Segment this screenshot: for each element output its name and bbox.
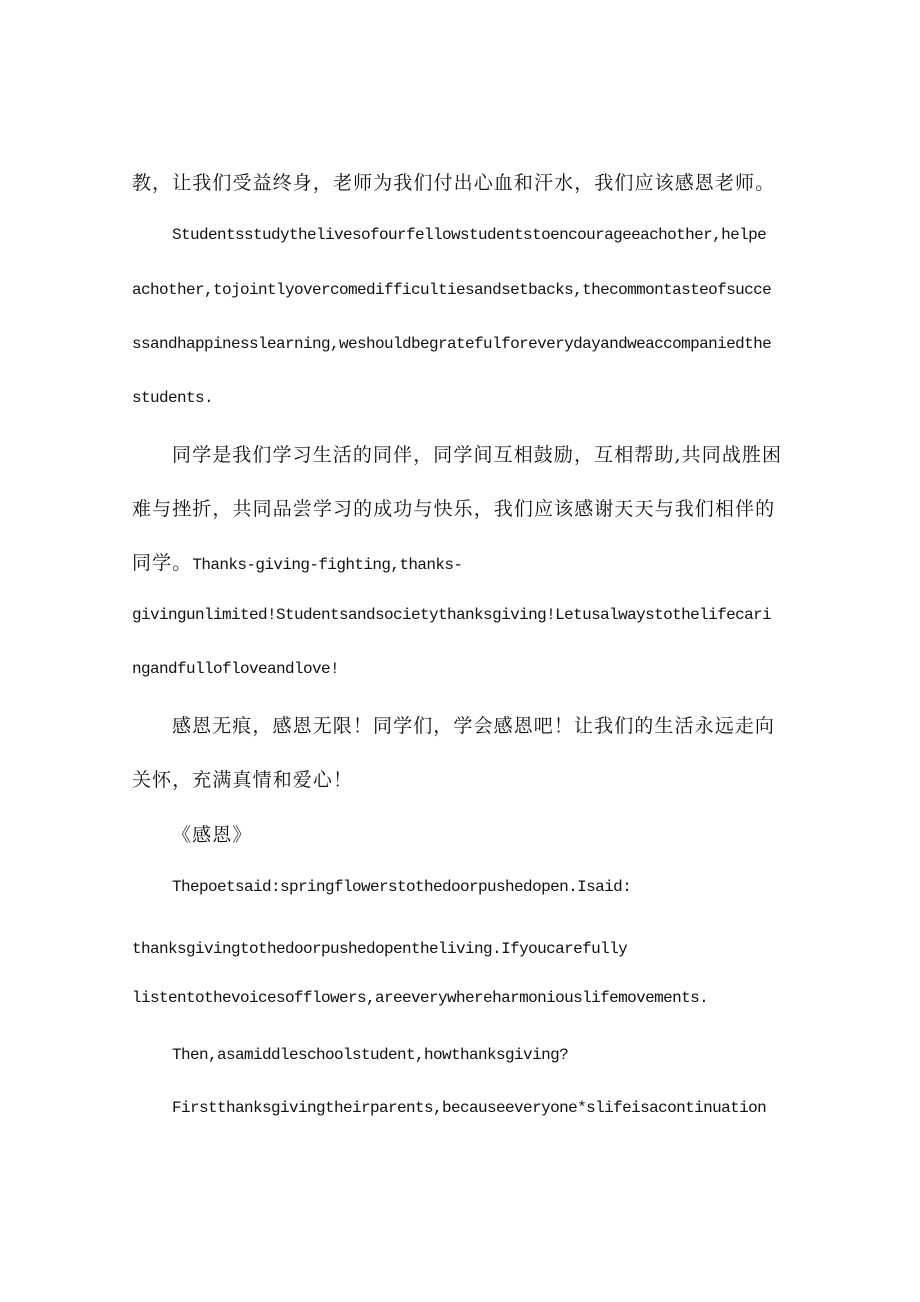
paragraph-line: 教，让我们受益终身，老师为我们付出心血和汗水，我们应该感恩老师。	[132, 172, 776, 194]
paragraph-line	[132, 548, 462, 575]
paragraph-line: listentothevoicesofflowers,areeverywhereharmoniouslifemovements.	[132, 989, 709, 1007]
paragraph-line: ngandfullofloveandlove!	[132, 660, 340, 678]
paragraph-line: 关怀，充满真情和爱心！	[132, 769, 354, 791]
paragraph-line: Thepoetsaid:springflowerstothedoorpushedopen.Isaid:	[172, 878, 632, 896]
paragraph-line: givingunlimited!Studentsandsocietythanksgiving!Letusalwaystothelifecari	[132, 606, 772, 624]
paragraph-line: achother,tojointlyovercomedifficultiesandsetbacks,thecommontasteofsucce	[132, 281, 772, 299]
paragraph-line: Then,asamiddleschoolstudent,howthanksgiving?	[172, 1046, 569, 1064]
line-segment: 同学。	[132, 552, 193, 574]
paragraph-line: Firstthanksgivingtheirparents,becauseeveryone*slifeisacontinuation	[172, 1099, 767, 1117]
paragraph-line: 同学是我们学习生活的同伴，同学间互相鼓励，互相帮助,共同战胜困	[172, 444, 783, 466]
line-segment: Thanks-giving-fighting,thanks-	[192, 556, 463, 574]
paragraph-line: Studentsstudythelivesofourfellowstudentstoencourageeachother,helpe	[172, 226, 767, 244]
section-title: 《感恩》	[172, 824, 253, 846]
paragraph-line: students.	[132, 389, 214, 407]
paragraph-line: 难与挫折，共同品尝学习的成功与快乐，我们应该感谢天天与我们相伴的	[132, 498, 776, 520]
paragraph-line: 感恩无痕，感恩无限！同学们，学会感恩吧！让我们的生活永远走向	[172, 715, 776, 737]
paragraph-line: ssandhappinesslearning,weshouldbegratefulforeverydayandweaccompaniedthe	[132, 335, 772, 353]
paragraph-line: thanksgivingtothedoorpushedopentheliving.Ifyoucarefully	[132, 940, 628, 958]
